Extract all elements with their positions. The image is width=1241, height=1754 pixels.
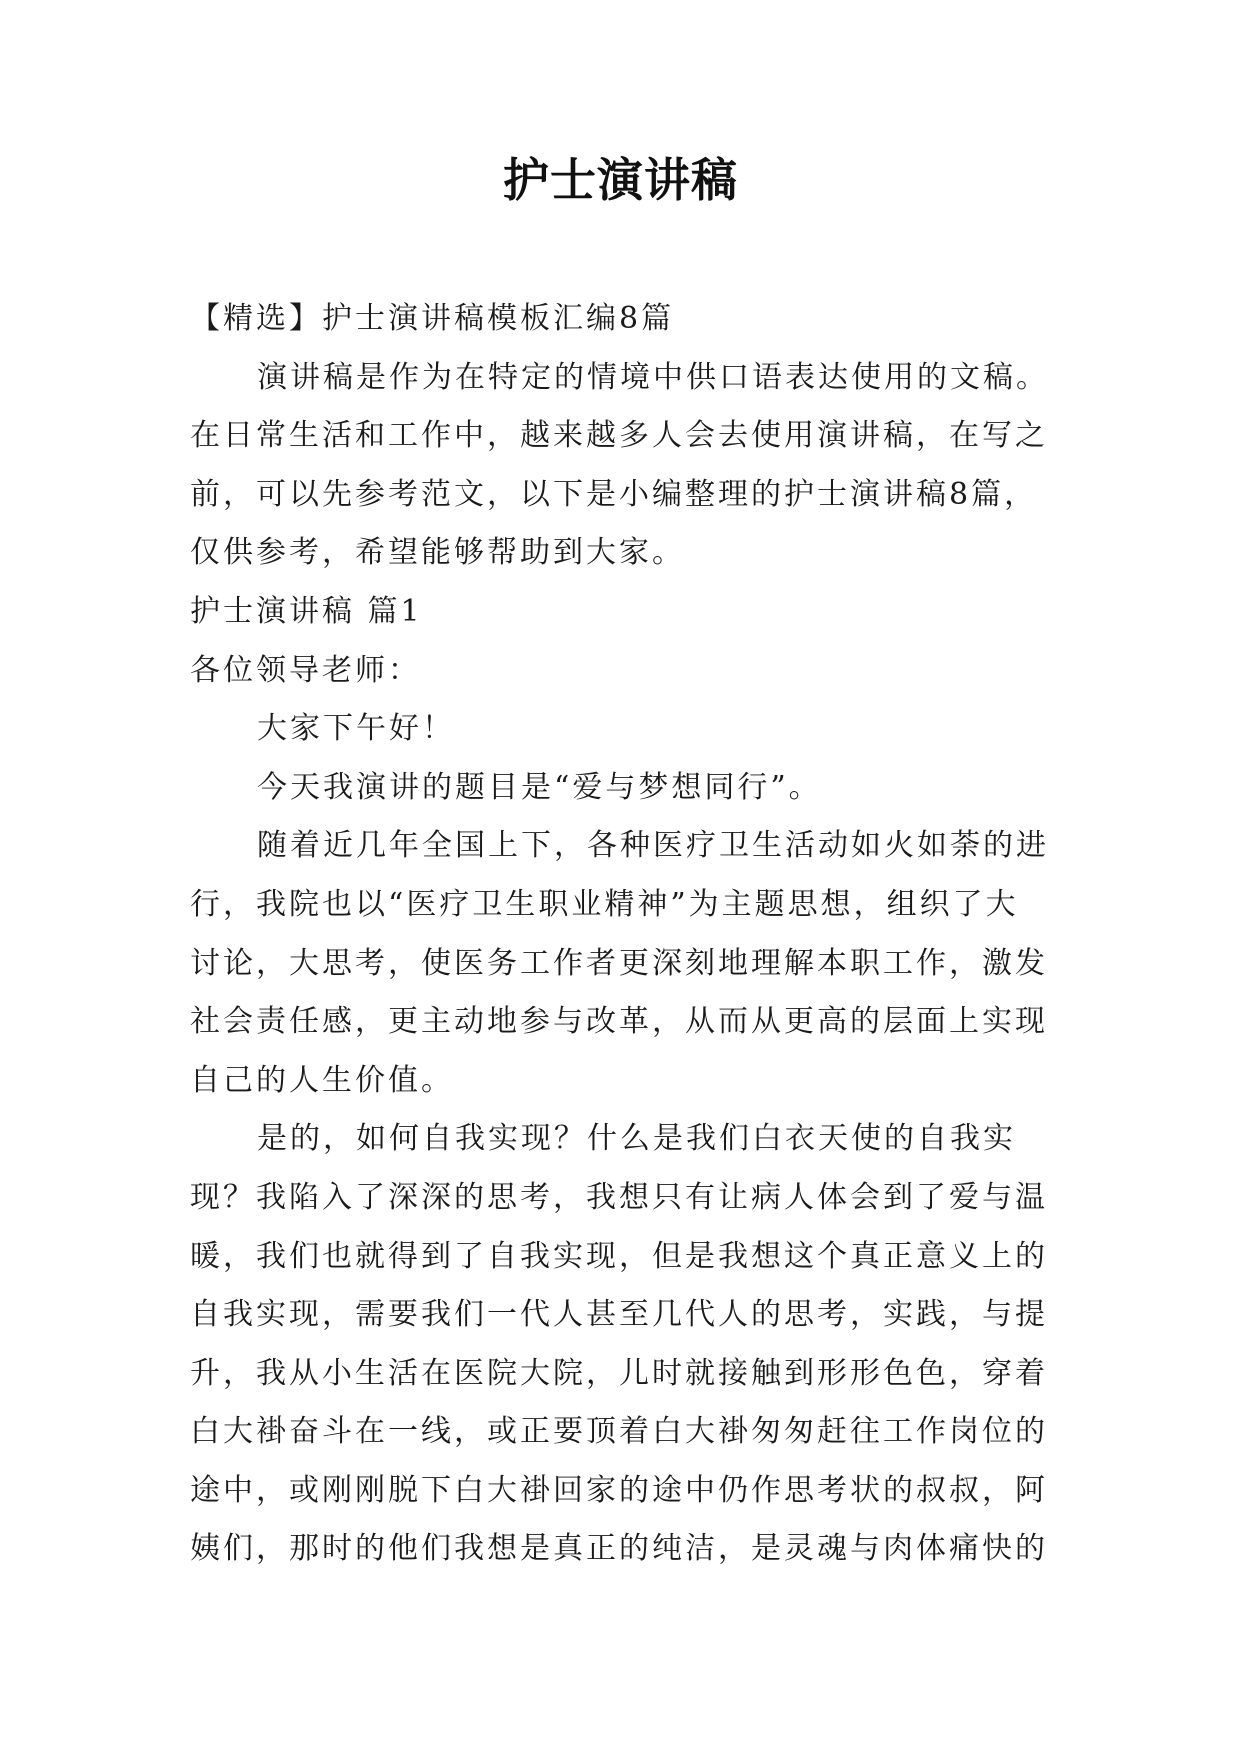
document-title: 护士演讲稿 [503,153,738,207]
document-body [190,290,1060,1579]
text-line: 演讲稿是作为在特定的情境中供口语表达使用的文稿。 [257,359,1049,395]
text-line: 自己的人生价值。 [190,1062,454,1098]
text-line: 途中，或刚刚脱下白大褂回家的途中仍作思考状的叔叔，阿 [190,1472,1048,1508]
text-line: 自我实现，需要我们一代人甚至几代人的思考，实践，与提 [190,1297,1048,1333]
text-line: 护士演讲稿 篇1 [190,593,423,629]
text-line: 是的，如何自我实现？什么是我们白衣天使的自我实 [257,1121,1016,1157]
text-line: 行，我院也以“医疗卫生职业精神”为主题思想，组织了大 [190,886,1019,922]
text-line: 前，可以先参考范文，以下是小编整理的护士演讲稿8篇， [190,476,1038,512]
text-line: 暖，我们也就得到了自我实现，但是我想这个真正意义上的 [190,1238,1048,1274]
text-line: 讨论，大思考，使医务工作者更深刻地理解本职工作，激发 [190,945,1048,981]
text-line: 今天我演讲的题目是“爱与梦想同行”。 [257,769,822,805]
text-line: 【精选】护士演讲稿模板汇编8篇 [190,301,675,336]
text-line: 各位领导老师： [190,652,421,688]
text-line: 仅供参考，希望能够帮助到大家。 [190,535,685,571]
text-line: 大家下午好！ [257,711,455,747]
text-line: 在日常生活和工作中，越来越多人会去使用演讲稿，在写之 [190,418,1048,454]
text-line: 升，我从小生活在医院大院，儿时就接触到形形色色，穿着 [190,1355,1048,1391]
text-line: 姨们，那时的他们我想是真正的纯洁，是灵魂与肉体痛快的 [190,1531,1048,1567]
text-line: 社会责任感，更主动地参与改革，从而从更高的层面上实现 [190,1004,1048,1040]
text-line: 现？我陷入了深深的思考，我想只有让病人体会到了爱与温 [190,1179,1048,1215]
text-line: 白大褂奋斗在一线，或正要顶着白大褂匆匆赶往工作岗位的 [190,1414,1048,1450]
text-line: 随着近几年全国上下，各种医疗卫生活动如火如荼的进 [257,828,1049,864]
